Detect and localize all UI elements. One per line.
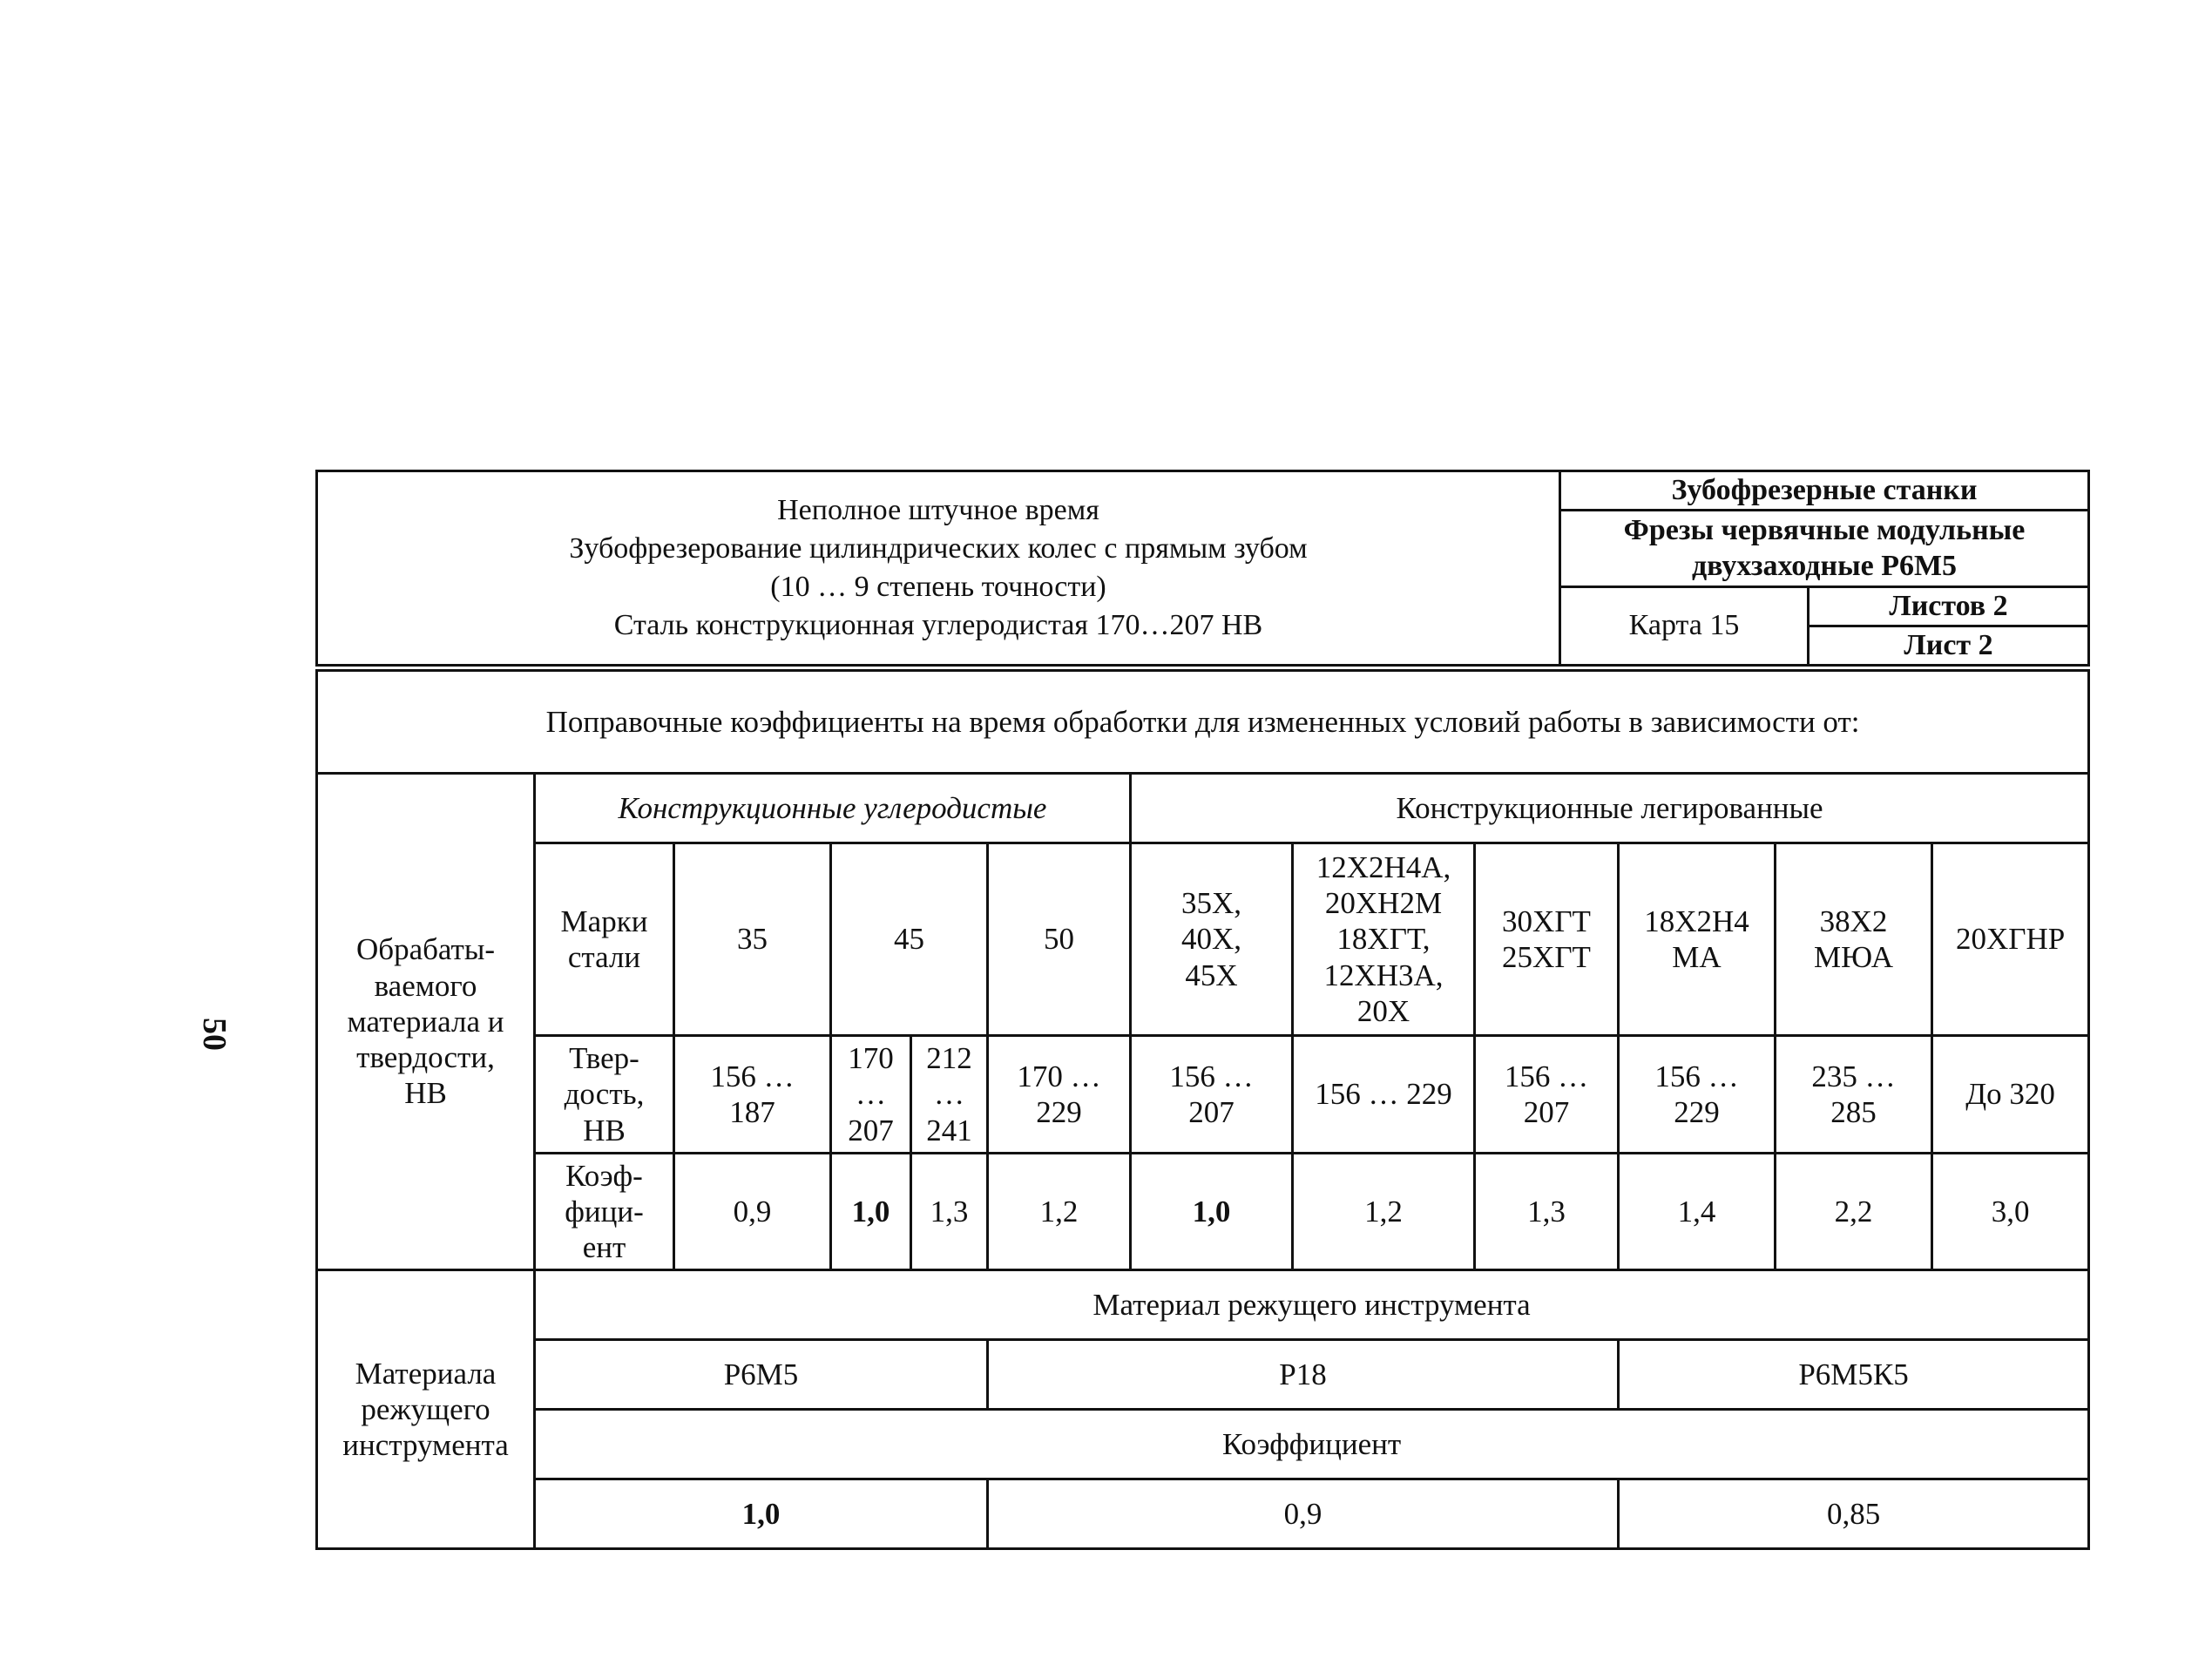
grade-12x2h4a <box>1293 843 1475 1036</box>
hardness-35x <box>1131 1036 1293 1154</box>
hardness-30xgt <box>1475 1036 1619 1154</box>
grade-50: 50 <box>988 843 1131 1036</box>
value-line: 170 <box>848 1041 894 1076</box>
label-line: Материала <box>355 1356 497 1391</box>
label-line: дость, <box>564 1077 645 1112</box>
value-line: 170 … <box>1017 1059 1101 1093</box>
tool-type <box>1560 511 2089 587</box>
tool-line: двухзаходные Р6М5 <box>1691 549 1958 582</box>
value-line: 156 … <box>1504 1059 1589 1093</box>
label-line: твердости, <box>356 1040 495 1075</box>
sheets-total: Листов 2 <box>1809 587 2089 626</box>
tool-material-p18: Р18 <box>988 1340 1619 1410</box>
coef-50: 1,2 <box>988 1154 1131 1270</box>
sheet-number: Лист 2 <box>1809 626 2089 666</box>
card-number: Карта 15 <box>1560 587 1809 666</box>
grade-30xgt <box>1475 843 1619 1036</box>
value-line: 229 <box>1036 1095 1082 1129</box>
grade-line: 35Х, <box>1180 886 1242 921</box>
title-line: Неполное штучное время <box>777 493 1099 526</box>
hardness-45-a <box>831 1036 911 1154</box>
hardness-label <box>535 1036 674 1154</box>
grade-line: 45Х <box>1185 958 1238 992</box>
hardness-38x2myua <box>1776 1036 1932 1154</box>
group-carbon: Конструкционные углеродистые <box>535 774 1131 843</box>
value-line: 187 <box>729 1095 775 1129</box>
grade-line: 18ХГТ, <box>1336 922 1431 957</box>
label-line: фици- <box>565 1194 644 1229</box>
label-line: Твер- <box>569 1041 639 1076</box>
hardness-18x2h4ma <box>1619 1036 1776 1154</box>
grade-line: МА <box>1672 940 1722 974</box>
grade-line: 38Х2 <box>1819 904 1888 938</box>
title-line: Сталь конструкционная углеродистая 170…207 НВ <box>613 609 1263 642</box>
tool-material-p6m5: Р6М5 <box>535 1340 988 1410</box>
page-number: 50 <box>196 1018 233 1051</box>
material-row-label <box>317 774 535 1270</box>
label-line: Обрабаты- <box>355 932 496 967</box>
label-line: Коэф- <box>565 1158 643 1193</box>
value-line: 156 … <box>1654 1059 1739 1093</box>
grade-line: 30ХГТ <box>1502 904 1591 938</box>
machine-type: Зубофрезерные станки <box>1560 471 2089 511</box>
grade-35: 35 <box>674 843 831 1036</box>
tool-coef-header: Коэффициент <box>535 1410 2089 1479</box>
hardness-35 <box>674 1036 831 1154</box>
value-line: 207 <box>1523 1095 1570 1129</box>
grade-45: 45 <box>831 843 988 1036</box>
card-title <box>317 471 1560 666</box>
grade-line: МЮА <box>1813 940 1894 974</box>
title-line: Зубофрезерование цилиндрических колес с прямым зубом <box>569 531 1308 565</box>
value-line: 229 <box>1674 1095 1720 1129</box>
value-line: 156 … <box>710 1059 795 1093</box>
label-line: ваемого <box>374 968 477 1003</box>
correction-table <box>315 669 2090 1550</box>
label-line: стали <box>567 940 641 974</box>
tool-line: Фрезы червячные модульные <box>1623 514 2026 547</box>
grade-label <box>535 843 674 1036</box>
coef-label <box>535 1154 674 1270</box>
label-line: режущего <box>361 1391 490 1426</box>
coef-45-b: 1,3 <box>911 1154 988 1270</box>
hardness-12x2h4a: 156 … 229 <box>1293 1036 1475 1154</box>
correction-title: Поправочные коэффициенты на время обработки для измененных условий работы в зависимости от: <box>317 671 2089 774</box>
coef-12x2h4a: 1,2 <box>1293 1154 1475 1270</box>
label-line: НВ <box>583 1113 626 1147</box>
coef-20xgnr: 3,0 <box>1932 1154 2089 1270</box>
tool-coef-p6m5k5: 0,85 <box>1619 1479 2089 1549</box>
tool-coef-p6m5: 1,0 <box>535 1479 988 1549</box>
coef-35: 0,9 <box>674 1154 831 1270</box>
grade-line: 12Х2Н4А, <box>1316 850 1451 884</box>
grade-line: 20ХН2М <box>1324 886 1443 921</box>
label-line: ент <box>582 1230 626 1265</box>
value-line: 285 <box>1830 1095 1877 1129</box>
tool-material-header: Материал режущего инструмента <box>535 1270 2089 1340</box>
coef-45-a: 1,0 <box>831 1154 911 1270</box>
grade-38x2myua <box>1776 843 1932 1036</box>
grade-line: 20Х <box>1356 993 1410 1028</box>
grade-18x2h4ma <box>1619 843 1776 1036</box>
group-alloy: Конструкционные легированные <box>1131 774 2089 843</box>
hardness-20xgnr: До 320 <box>1932 1036 2089 1154</box>
value-line: 235 … <box>1811 1059 1896 1093</box>
coef-38x2myua: 2,2 <box>1776 1154 1932 1270</box>
coef-30xgt: 1,3 <box>1475 1154 1619 1270</box>
label-line: материала и <box>347 1004 504 1039</box>
tool-row-label <box>317 1270 535 1549</box>
value-line: 241 <box>926 1113 972 1147</box>
value-line: … <box>934 1077 964 1112</box>
grade-line: 12ХН3А, <box>1323 958 1444 992</box>
hardness-50 <box>988 1036 1131 1154</box>
value-line: 212 <box>926 1041 972 1076</box>
label-line: инструмента <box>342 1428 509 1463</box>
hardness-45-b <box>911 1036 988 1154</box>
value-line: 207 <box>1188 1095 1235 1129</box>
value-line: 207 <box>848 1113 894 1147</box>
tool-coef-p18: 0,9 <box>988 1479 1619 1549</box>
grade-line: 25ХГТ <box>1502 940 1591 974</box>
coef-18x2h4ma: 1,4 <box>1619 1154 1776 1270</box>
label-line: Марки <box>560 904 648 938</box>
value-line: 156 … <box>1169 1059 1254 1093</box>
grade-35x <box>1131 843 1293 1036</box>
label-line: НВ <box>404 1076 447 1111</box>
tool-material-p6m5k5: Р6М5К5 <box>1619 1340 2089 1410</box>
value-line: … <box>856 1077 886 1112</box>
coef-35x: 1,0 <box>1131 1154 1293 1270</box>
title-line: (10 … 9 степень точности) <box>770 571 1106 603</box>
grade-20xgnr: 20ХГНР <box>1932 843 2089 1036</box>
grade-line: 18Х2Н4 <box>1644 904 1749 938</box>
card-header-table <box>315 470 2090 667</box>
grade-line: 40Х, <box>1180 922 1242 957</box>
